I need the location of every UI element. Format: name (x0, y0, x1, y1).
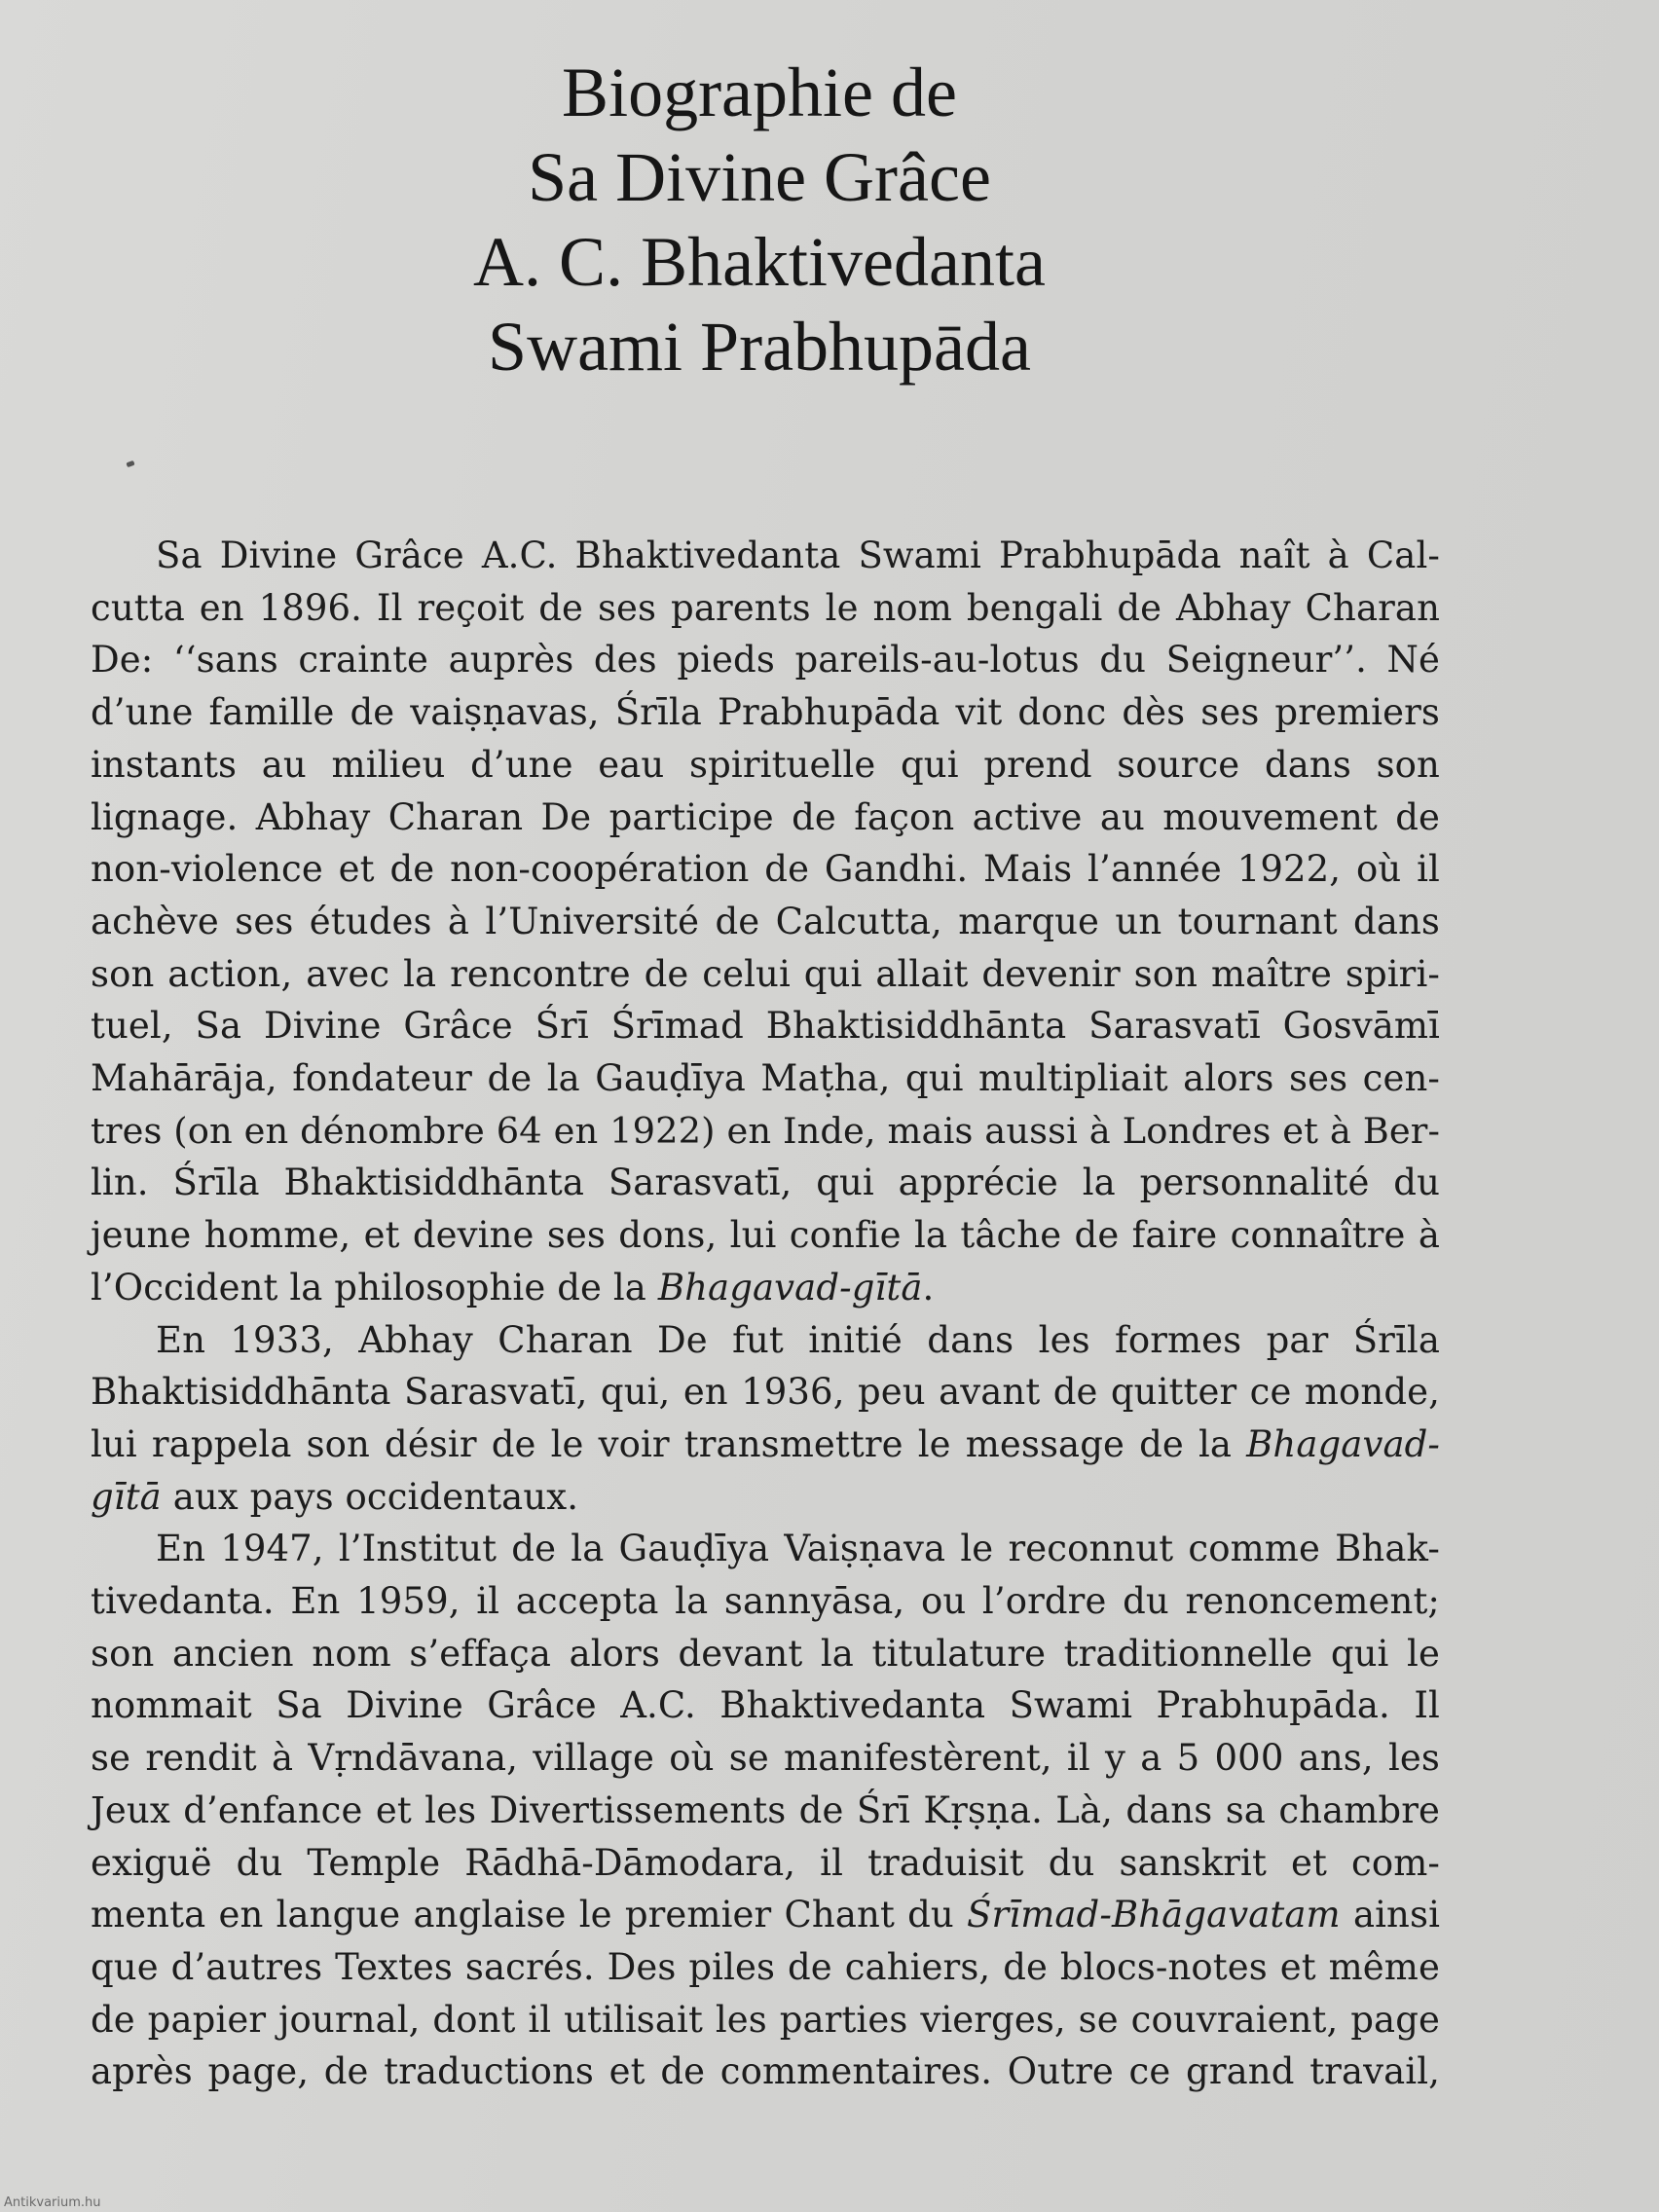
text-line: son ancien nom s’effaça alors devant la titulature traditionnelle qui le (91, 1632, 1440, 1675)
body-text (91, 530, 1440, 2098)
text-line: instants au milieu d’une eau spirituelle qui prend source dans son (91, 743, 1440, 786)
text-line: tres (on en dénombre 64 en 1922) en Inde, mais aussi à Londres et à Ber- (91, 1109, 1440, 1152)
text-line (91, 1889, 1440, 1941)
text-segment: aux pays occidentaux. (161, 1475, 579, 1518)
book-title-italic: Bhagavad- (1246, 1422, 1440, 1465)
text-line: Sa Divine Grâce A.C. Bhaktivedanta Swami Prabhupāda naît à Cal- (156, 535, 1440, 576)
book-title-italic: gītā (91, 1475, 162, 1518)
text-segment: l’Occident la philosophie de la (91, 1266, 658, 1309)
title-line: Sa Divine Grâce (528, 138, 991, 216)
page-title (0, 51, 1519, 389)
text-line (91, 1471, 1440, 1524)
book-title-italic: Bhagavad-gītā (657, 1266, 923, 1309)
text-segment: lui rappela son désir de le voir transmettre le message de la (91, 1422, 1247, 1465)
text-line: après page, de traductions et de commentaires. Outre ce grand travail, (91, 2050, 1440, 2093)
text-line: nommait Sa Divine Grâce A.C. Bhaktivedanta Swami Prabhupāda. Il (91, 1684, 1440, 1727)
text-line: achève ses études à l’Université de Calcutta, marque un tournant dans (91, 900, 1440, 942)
text-line (91, 1419, 1440, 1471)
text-line: exiguë du Temple Rādhā-Dāmodara, il traduisit du sanskrit et com- (91, 1841, 1440, 1884)
book-title-italic: Śrīmad-Bhāgavatam (967, 1894, 1341, 1936)
text-line: En 1947, l’Institut de la Gauḍīya Vaiṣṇava le reconnut comme Bhak- (156, 1528, 1440, 1570)
text-line: Mahārāja, fondateur de la Gauḍīya Maṭha, qui multipliait alors ses cen- (91, 1057, 1440, 1100)
title-line: A. C. Bhaktivedanta (473, 223, 1046, 301)
print-speck (126, 461, 134, 467)
text-line: tuel, Sa Divine Grâce Śrī Śrīmad Bhaktisiddhānta Sarasvatī Gosvāmī (91, 1005, 1440, 1048)
text-line: d’une famille de vaiṣṇavas, Śrīla Prabhupāda vit donc dès ses premiers (91, 691, 1440, 734)
text-line: Jeux d’enfance et les Divertissements de Śrī Kṛṣṇa. Là, dans sa chambre (91, 1788, 1440, 1831)
watermark: Antikvarium.hu (4, 2195, 101, 2210)
text-line: tivedanta. En 1959, il accepta la sannyāsa, ou l’ordre du renoncement; (91, 1580, 1440, 1623)
text-line: De: ‘‘sans crainte auprès des pieds pareils-au-lotus du Seigneur’’. Né (91, 639, 1440, 682)
text-segment: menta en langue anglaise le premier Chant du (91, 1894, 968, 1936)
text-line: jeune homme, et devine ses dons, lui confie la tâche de faire connaître à (91, 1214, 1440, 1257)
text-line: de papier journal, dont il utilisait les parties vierges, se couvraient, page (91, 1998, 1440, 2041)
text-line: En 1933, Abhay Charan De fut initié dans les formes par Śrīla (156, 1318, 1440, 1361)
text-line: lin. Śrīla Bhaktisiddhānta Sarasvatī, qui apprécie la personnalité du (91, 1161, 1440, 1204)
text-line: son action, avec la rencontre de celui qui allait devenir son maître spiri- (91, 952, 1440, 995)
title-line: Swami Prabhupāda (488, 308, 1031, 386)
text-segment: . (922, 1266, 935, 1309)
title-line: Biographie de (562, 54, 957, 131)
text-line: se rendit à Vṛndāvana, village où se manifestèrent, il y a 5 000 ans, les (91, 1737, 1440, 1780)
text-line (91, 1262, 1440, 1314)
text-line: que d’autres Textes sacrés. Des piles de cahiers, de blocs-notes et même (91, 1945, 1440, 1988)
text-segment: ainsi (1340, 1894, 1440, 1936)
text-line: non-violence et de non-coopération de Gandhi. Mais l’année 1922, où il (91, 848, 1440, 891)
text-line: cutta en 1896. Il reçoit de ses parents le nom bengali de Abhay Charan (91, 586, 1440, 629)
text-line: lignage. Abhay Charan De participe de façon active au mouvement de (91, 795, 1440, 838)
text-line: Bhaktisiddhānta Sarasvatī, qui, en 1936, peu avant de quitter ce monde, (91, 1371, 1440, 1414)
